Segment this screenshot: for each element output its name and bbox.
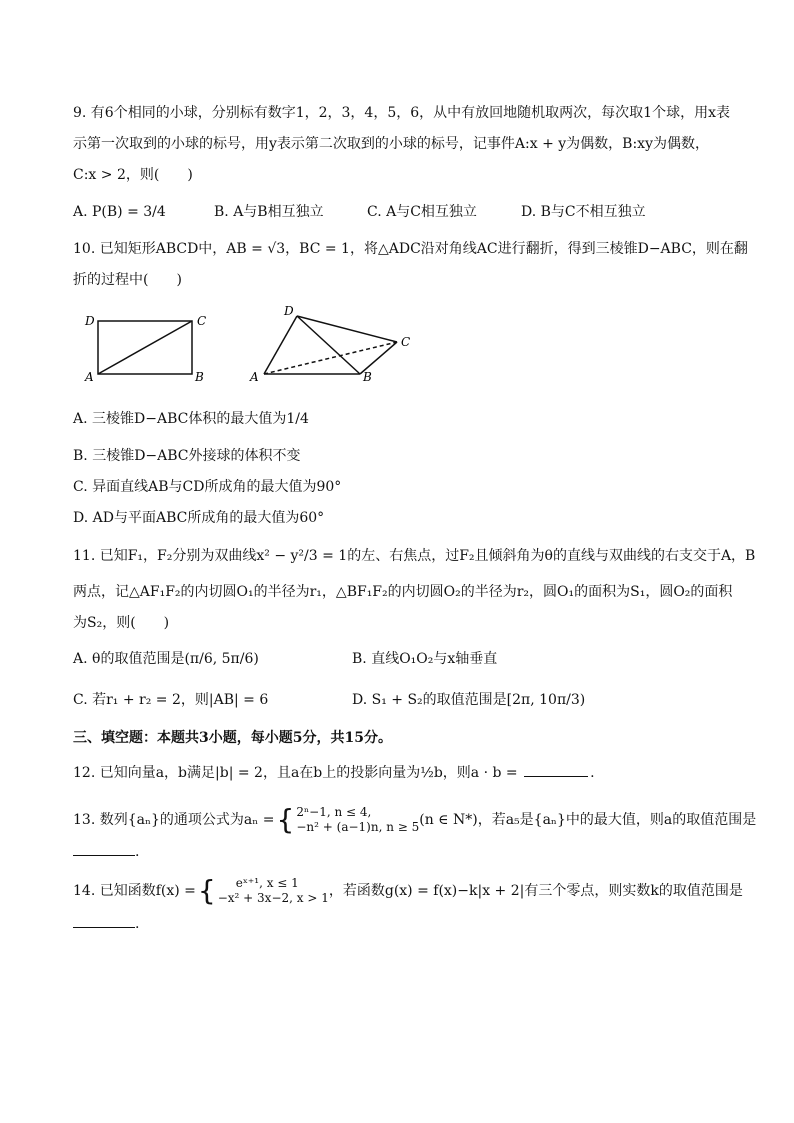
q13-text-after: (n ∈ N*)，若a₅是{aₙ}中的最大值，则a的取值范围是 — [419, 812, 757, 828]
rect-label-d: D — [85, 314, 95, 328]
rect-label-b: B — [195, 370, 204, 384]
section-heading: 三、填空题：本题共3小题，每小题5分，共15分。 — [73, 730, 392, 746]
q14-case-2: −x² + 3x−2, x > 1 — [217, 891, 329, 905]
q9-option-b: B. A与B相互独立 — [214, 204, 324, 220]
q12-answer-blank[interactable] — [524, 764, 588, 777]
q9-option-d: D. B与C不相互独立 — [521, 204, 646, 220]
q9-stem-line3: C:x > 2，则( ) — [73, 167, 193, 183]
q11-stem-line2: 两点，记△AF₁F₂的内切圆O₁的半径为r₁，△BF₁F₂的内切圆O₂的半径为r₂，圆O₁的面积为S₁，圆O₂的面积 — [73, 584, 733, 600]
q13-stem — [73, 805, 756, 835]
q9-stem-line2: 示第一次取到的小球的标号，用y表示第二次取到的小球的标号，记事件A:x + y为偶数，B:xy为偶数， — [73, 136, 709, 152]
q13-brace: { — [276, 803, 295, 836]
tetra-label-d: D — [284, 305, 294, 318]
q10-option-c: C. 异面直线AB与CD所成角的最大值为90° — [73, 479, 342, 495]
tetra-label-c: C — [401, 335, 411, 349]
tetra-label-a: A — [250, 370, 259, 384]
q10-option-b: B. 三棱锥D−ABC外接球的体积不变 — [73, 448, 301, 464]
tetrahedron-figure — [264, 316, 397, 374]
q13-line2 — [73, 842, 139, 862]
q13-case-2: −n² + (a−1)n, n ≥ 5 — [296, 820, 420, 834]
q13-case-1: 2ⁿ−1, n ≤ 4, — [296, 805, 372, 819]
q12-period: . — [590, 765, 595, 781]
q14-answer-blank[interactable] — [73, 915, 135, 928]
q13-period: . — [135, 844, 140, 860]
rectangle-figure — [98, 321, 192, 374]
rect-label-c: C — [197, 314, 207, 328]
q11-stem-line3: 为S₂，则( ) — [73, 615, 170, 631]
q10-option-d: D. AD与平面ABC所成角的最大值为60° — [73, 510, 325, 526]
q14-stem — [73, 876, 743, 906]
q9-option-a: A. P(B) = 3/4 — [73, 204, 166, 220]
q13-text-before: 13. 数列{aₙ}的通项公式为aₙ = — [73, 812, 275, 828]
q14-cases — [218, 876, 329, 906]
q14-text-after: ，若函数g(x) = f(x)−k|x + 2|有三个零点，则实数k的取值范围是 — [328, 883, 743, 899]
q9-option-c: C. A与C相互独立 — [367, 204, 477, 220]
tetra-label-b: B — [363, 370, 372, 384]
q9-stem-line1: 9. 有6个相同的小球，分别标有数字1，2，3，4，5，6，从中有放回地随机取两次，每次取1个球，用x表 — [73, 105, 730, 121]
q14-brace: { — [197, 874, 216, 907]
q11-stem-line1: 11. 已知F₁，F₂分别为双曲线x² − y²/3 = 1的左、右焦点，过F₂且倾斜角为θ的直线与双曲线的右支交于A，B — [73, 548, 756, 564]
q10-stem-line2: 折的过程中( ) — [73, 272, 182, 288]
q11-option-b: B. 直线O₁O₂与x轴垂直 — [352, 651, 498, 667]
q10-option-a: A. 三棱锥D−ABC体积的最大值为1/4 — [73, 411, 309, 427]
q14-case-1: eˣ⁺¹, x ≤ 1 — [235, 876, 299, 890]
rect-label-a: A — [85, 370, 94, 384]
q12-stem — [73, 763, 595, 783]
q10-stem-line1: 10. 已知矩形ABCD中，AB = √3，BC = 1，将△ADC沿对角线AC进行翻折，得到三棱锥D−ABC，则在翻 — [73, 241, 748, 257]
q13-answer-blank[interactable] — [73, 843, 135, 856]
q14-text-before: 14. 已知函数f(x) = — [73, 883, 196, 899]
q14-line2 — [73, 914, 139, 934]
q14-period: . — [135, 916, 140, 932]
q12-text: 12. 已知向量a，b满足|b| = 2，且a在b上的投影向量为½b，则a · b = — [73, 765, 523, 781]
q11-option-c: C. 若r₁ + r₂ = 2，则|AB| = 6 — [73, 692, 269, 708]
q10-figures — [80, 305, 430, 385]
q13-cases — [296, 805, 419, 835]
q11-option-d: D. S₁ + S₂的取值范围是[2π, 10π/3) — [352, 692, 586, 708]
q11-option-a: A. θ的取值范围是(π/6, 5π/6) — [73, 651, 259, 667]
